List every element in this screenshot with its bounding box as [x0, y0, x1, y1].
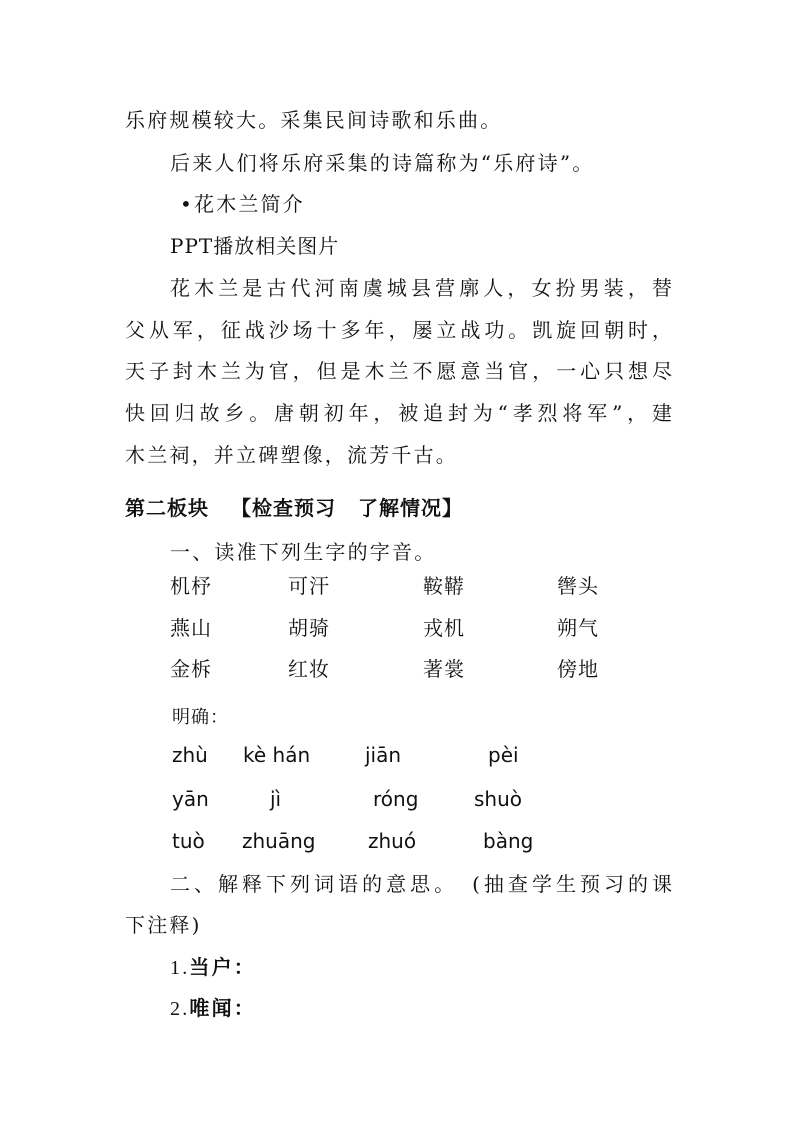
word-item: 金柝 [170, 657, 212, 681]
bio-paragraph-line-1: 花木兰是古代河南虞城县营廓人，女扮男装，替 [170, 276, 672, 300]
pinyin-item: róng [373, 787, 419, 811]
pinyin-item: jiān [365, 743, 402, 767]
ppt-note: PPT播放相关图片 [170, 234, 340, 258]
clarify-label: 明确： [172, 707, 229, 728]
bio-paragraph-line-2: 父从军，征战沙场十多年，屡立战功。凯旋回朝时， [125, 318, 672, 342]
word-item: 傍地 [557, 657, 599, 681]
bio-paragraph-line-5: 木兰祠，并立碑塑像，流芳千古。 [125, 443, 458, 467]
word-item: 可汗 [288, 574, 330, 598]
pinyin-item: shuò [474, 787, 523, 811]
word-item: 朔气 [557, 616, 599, 640]
term-item-2 [170, 994, 256, 1023]
word-item: 著裳 [423, 657, 465, 681]
intro-line-2: 后来人们将乐府采集的诗篇称为“乐府诗”。 [170, 151, 595, 175]
pinyin-item: zhuāng [242, 829, 316, 853]
pinyin-item: zhù [172, 743, 208, 767]
pinyin-item: jì [270, 787, 282, 811]
task-1: 一、读准下列生字的字音。 [170, 540, 437, 564]
section-heading-part2: 【检查预习 [231, 496, 336, 520]
section-heading-part3: 了解情况】 [358, 496, 463, 520]
bullet-heading: •花木兰简介 [180, 192, 305, 216]
pinyin-item: bàng [483, 829, 534, 853]
term-number: 1. [170, 957, 190, 979]
intro-line-1: 乐府规模较大。采集民间诗歌和乐曲。 [125, 108, 503, 132]
word-item: 红妆 [288, 657, 330, 681]
pinyin-item: pèi [488, 743, 519, 767]
word-item: 戎机 [423, 616, 465, 640]
word-item: 燕山 [170, 616, 212, 640]
section-heading-part1: 第二板块 [125, 496, 209, 520]
pinyin-item: zhuó [368, 829, 417, 853]
pinyin-item: yān [172, 787, 209, 811]
term-item-1 [170, 953, 256, 982]
term-label: 唯闻： [189, 996, 257, 1020]
bio-paragraph-line-3: 天子封木兰为官，但是木兰不愿意当官，一心只想尽 [125, 359, 672, 383]
word-item: 胡骑 [288, 616, 330, 640]
word-item: 机杼 [170, 574, 212, 598]
task-2-line-2: 下注释) [125, 913, 202, 937]
bio-paragraph-line-4: 快回归故乡。唐朝初年，被追封为“孝烈将军”，建 [125, 401, 672, 425]
term-label: 当户： [189, 955, 257, 979]
pinyin-item: kè hán [243, 743, 311, 767]
term-number: 2. [170, 998, 190, 1020]
word-item: 辔头 [557, 574, 599, 598]
word-item: 鞍鞯 [423, 574, 465, 598]
task-2-line-1: 二、解释下列词语的意思。 (抽查学生预习的课 [170, 872, 672, 896]
section-heading [125, 494, 463, 522]
pinyin-item: tuò [172, 829, 205, 853]
